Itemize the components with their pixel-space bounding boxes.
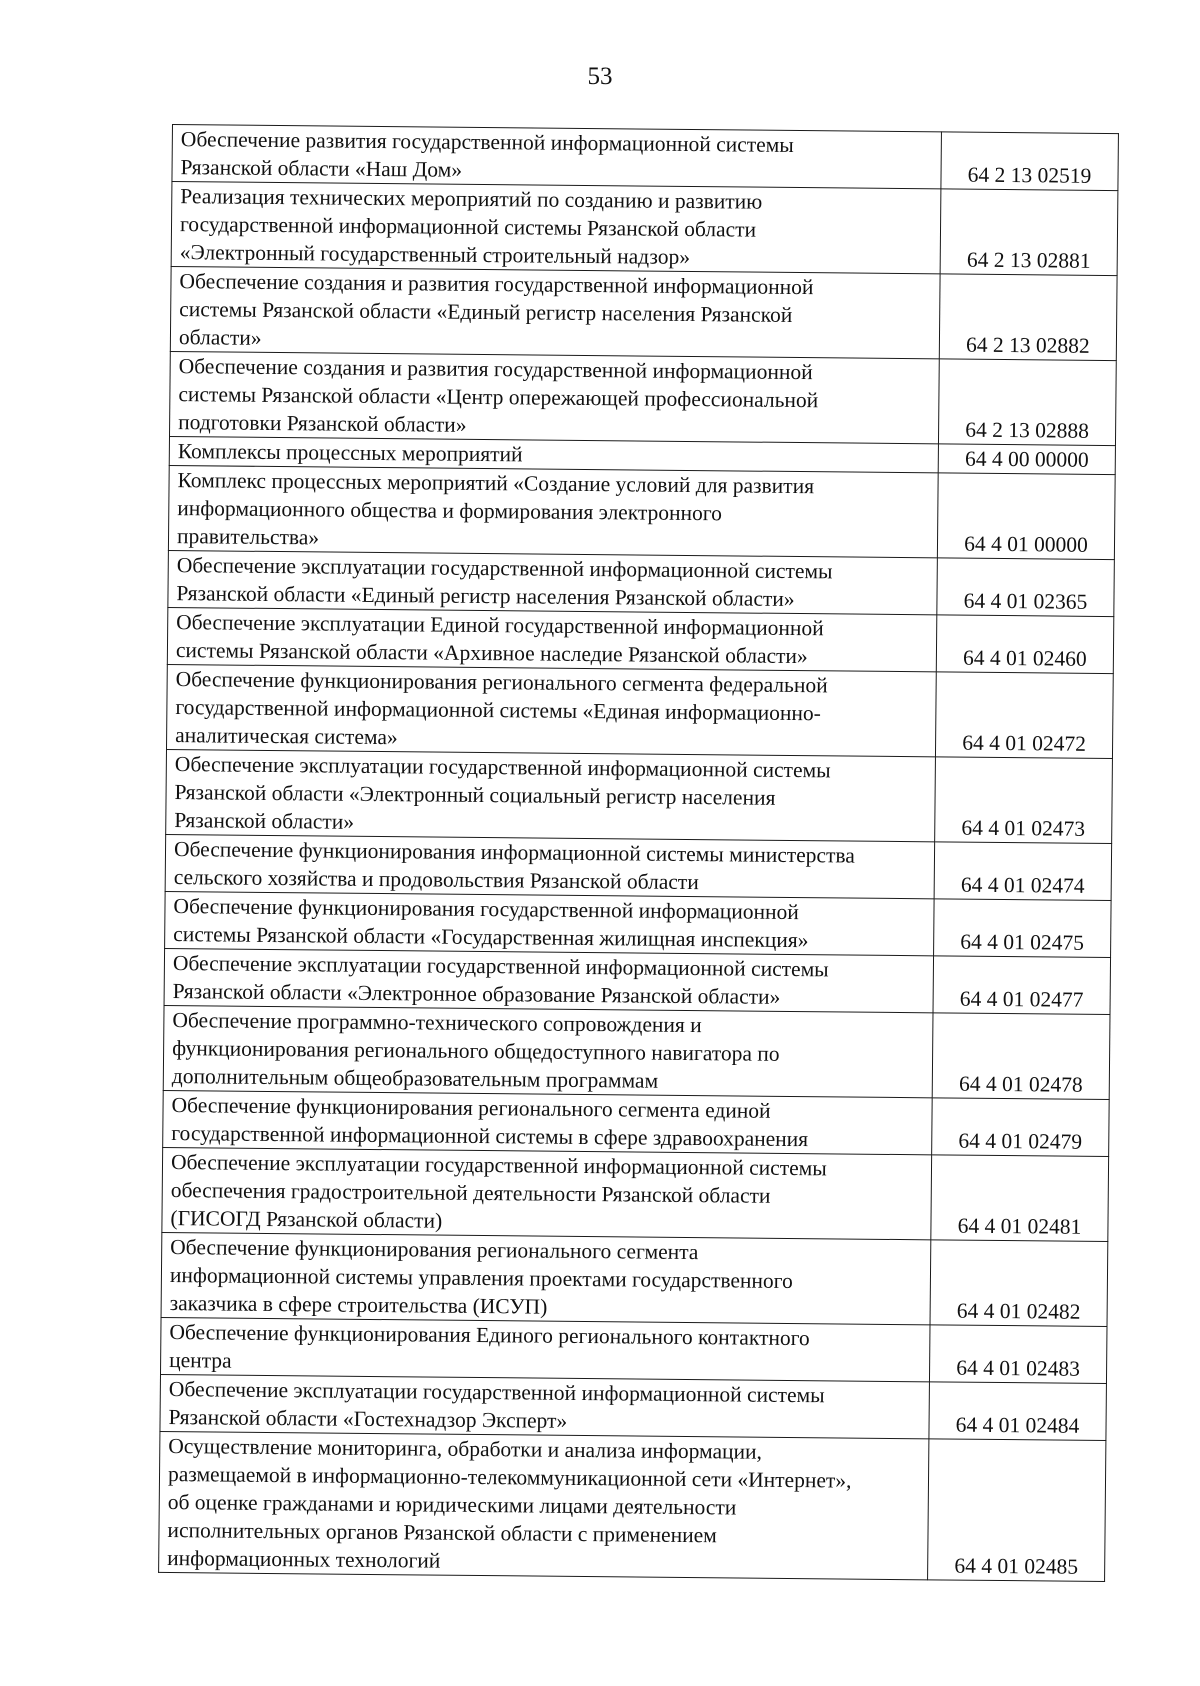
table-row (168, 550, 1115, 616)
row-description (165, 891, 935, 955)
description-line: Обеспечение эксплуатации государственной информационной системы (168, 1377, 825, 1408)
description-line: исполнительных органов Рязанской области с применением (167, 1518, 717, 1548)
description-line: области» (178, 325, 262, 350)
table-row (159, 1431, 1106, 1581)
description-line: системы Рязанской области «Архивное наследие Рязанской области» (175, 638, 808, 669)
row-code: 64 4 01 02477 (933, 956, 1111, 1015)
row-description (166, 664, 936, 756)
table-row (163, 1090, 1110, 1156)
description-line: функционирования регионального общедоступного навигатора по (172, 1036, 780, 1066)
description-line: подготовки Рязанской области» (178, 410, 467, 437)
page-number: 53 (587, 63, 613, 90)
description-line: сельского хозяйства и продовольствия Рязанской области (173, 865, 699, 895)
table-row (165, 834, 1112, 900)
table-row (160, 1317, 1107, 1383)
description-line: информационной системы управления проектами государственного (169, 1263, 793, 1294)
row-description (170, 351, 940, 443)
row-code: 64 4 01 02483 (929, 1325, 1107, 1384)
table-row (166, 749, 1113, 843)
table-row (164, 948, 1111, 1014)
description-line: государственной информационной системы в сфере здравоохранения (171, 1121, 809, 1152)
description-line: информационных технологий (167, 1546, 441, 1573)
row-code: 64 4 01 02474 (934, 842, 1112, 901)
table-row (170, 266, 1117, 360)
table-row (161, 1232, 1108, 1326)
description-line: Обеспечение эксплуатации государственной информационной системы (176, 553, 833, 584)
description-line: системы Рязанской области «Единый регистр населения Рязанской (179, 297, 793, 327)
description-line: информационного общества и формирования электронного (177, 496, 723, 526)
row-code: 64 4 01 02482 (930, 1240, 1108, 1327)
description-line: государственной информационной системы «Единая информационно- (175, 695, 822, 726)
description-line: заказчика в сфере строительства (ИСУП) (169, 1291, 548, 1319)
row-description (163, 1090, 933, 1154)
row-description (165, 834, 935, 898)
description-line: Обеспечение функционирования регионального сегмента федеральной (175, 667, 828, 698)
description-line: аналитическая система» (175, 723, 398, 750)
description-line: Рязанской области «Единый регистр населения Рязанской области» (176, 581, 795, 611)
table-row (167, 607, 1114, 673)
description-line: государственной информационной системы Рязанской области (179, 212, 757, 242)
row-code: 64 4 01 02365 (937, 558, 1115, 617)
description-line: Обеспечение функционирования регионального сегмента (170, 1235, 699, 1265)
row-code: 64 4 01 02481 (931, 1155, 1109, 1242)
description-line: Обеспечение эксплуатации Единой государственной информационной (176, 610, 824, 641)
description-line: дополнительным общеобразовательным программам (171, 1064, 659, 1093)
table-row (165, 891, 1112, 957)
table-row (160, 1374, 1107, 1440)
description-line: Рязанской области «Гостехнадзор Эксперт» (168, 1405, 568, 1433)
table-row (168, 465, 1115, 559)
budget-classification-table (158, 124, 1119, 1582)
row-description (159, 1431, 929, 1579)
description-line: правительства» (176, 524, 320, 550)
row-description (171, 182, 941, 274)
row-description (166, 749, 936, 841)
description-line: Рязанской области «Электронное образование Рязанской области» (172, 979, 781, 1009)
table-row (171, 182, 1118, 276)
row-code: 64 4 01 02460 (936, 615, 1114, 674)
description-line: системы Рязанской области «Центр опережающей профессиональной (178, 382, 819, 413)
description-line: Комплекс процессных мероприятий «Создание условий для развития (177, 468, 815, 499)
description-line: Обеспечение развития государственной информационной системы (180, 127, 794, 157)
table-row (163, 1005, 1110, 1099)
row-description (164, 948, 934, 1012)
row-code: 64 4 01 00000 (937, 473, 1115, 560)
description-line: Обеспечение функционирования регионального сегмента единой (171, 1093, 771, 1123)
description-line: Обеспечение создания и развития государственной информационной (178, 354, 813, 385)
description-line: Рязанской области «Наш Дом» (180, 155, 463, 182)
description-line: центра (169, 1348, 232, 1373)
row-description (160, 1317, 930, 1381)
description-line: Обеспечение эксплуатации государственной информационной системы (174, 752, 831, 783)
description-line: Комплексы процессных мероприятий (177, 439, 523, 467)
row-description (162, 1147, 932, 1239)
row-description (160, 1374, 930, 1438)
description-line: «Электронный государственный строительный надзор» (179, 240, 691, 269)
description-line: Обеспечение функционирования информационной системы министерства (173, 837, 855, 868)
row-code: 64 4 01 02485 (928, 1439, 1106, 1582)
description-line: Рязанской области» (174, 808, 355, 834)
description-line: Обеспечение функционирования Единого регионального контактного (169, 1320, 810, 1351)
row-code: 64 2 13 02881 (940, 189, 1118, 276)
description-line: системы Рязанской области «Государственная жилищная инспекция» (173, 922, 809, 953)
description-line: об оценке гражданами и юридическими лицами деятельности (167, 1490, 737, 1520)
row-code: 64 4 01 02479 (932, 1098, 1110, 1157)
table-row (172, 125, 1119, 191)
row-description (161, 1232, 931, 1324)
description-line: Осуществление мониторинга, обработки и анализа информации, (168, 1434, 763, 1464)
row-description (168, 550, 938, 614)
description-line: Обеспечение программно-технического сопровождения и (172, 1008, 702, 1038)
table-row (162, 1147, 1109, 1241)
row-code: 64 4 01 02472 (935, 672, 1113, 759)
row-description (170, 266, 940, 358)
row-description (172, 125, 942, 189)
description-line: Рязанской области «Электронный социальный регистр населения (174, 780, 776, 810)
row-code: 64 2 13 02519 (941, 132, 1119, 191)
row-code: 64 4 01 02484 (929, 1382, 1107, 1441)
row-description (163, 1005, 933, 1097)
table-row (166, 664, 1113, 758)
description-line: Обеспечение создания и развития государственной информационной (179, 269, 814, 300)
description-line: Обеспечение эксплуатации государственной информационной системы (170, 1150, 827, 1181)
row-code: 64 4 00 00000 (938, 444, 1115, 475)
table-row (170, 351, 1117, 445)
row-code: 64 2 13 02888 (938, 359, 1116, 446)
description-line: обеспечения градостроительной деятельности Рязанской области (170, 1178, 771, 1208)
row-description (168, 465, 938, 557)
description-line: (ГИСОГД Рязанской области) (170, 1206, 443, 1233)
table-body (159, 125, 1119, 1582)
row-code: 64 4 01 02473 (935, 757, 1113, 844)
description-line: Обеспечение эксплуатации государственной информационной системы (172, 951, 829, 982)
row-code: 64 4 01 02475 (934, 899, 1112, 958)
row-code: 64 2 13 02882 (939, 274, 1117, 361)
description-line: Обеспечение функционирования государственной информационной (173, 894, 800, 925)
description-line: размещаемой в информационно-телекоммуникационной сети «Интернет», (167, 1462, 852, 1493)
description-line: Реализация технических мероприятий по созданию и развитию (180, 184, 763, 214)
row-description (167, 607, 937, 671)
row-code: 64 4 01 02478 (932, 1013, 1110, 1100)
